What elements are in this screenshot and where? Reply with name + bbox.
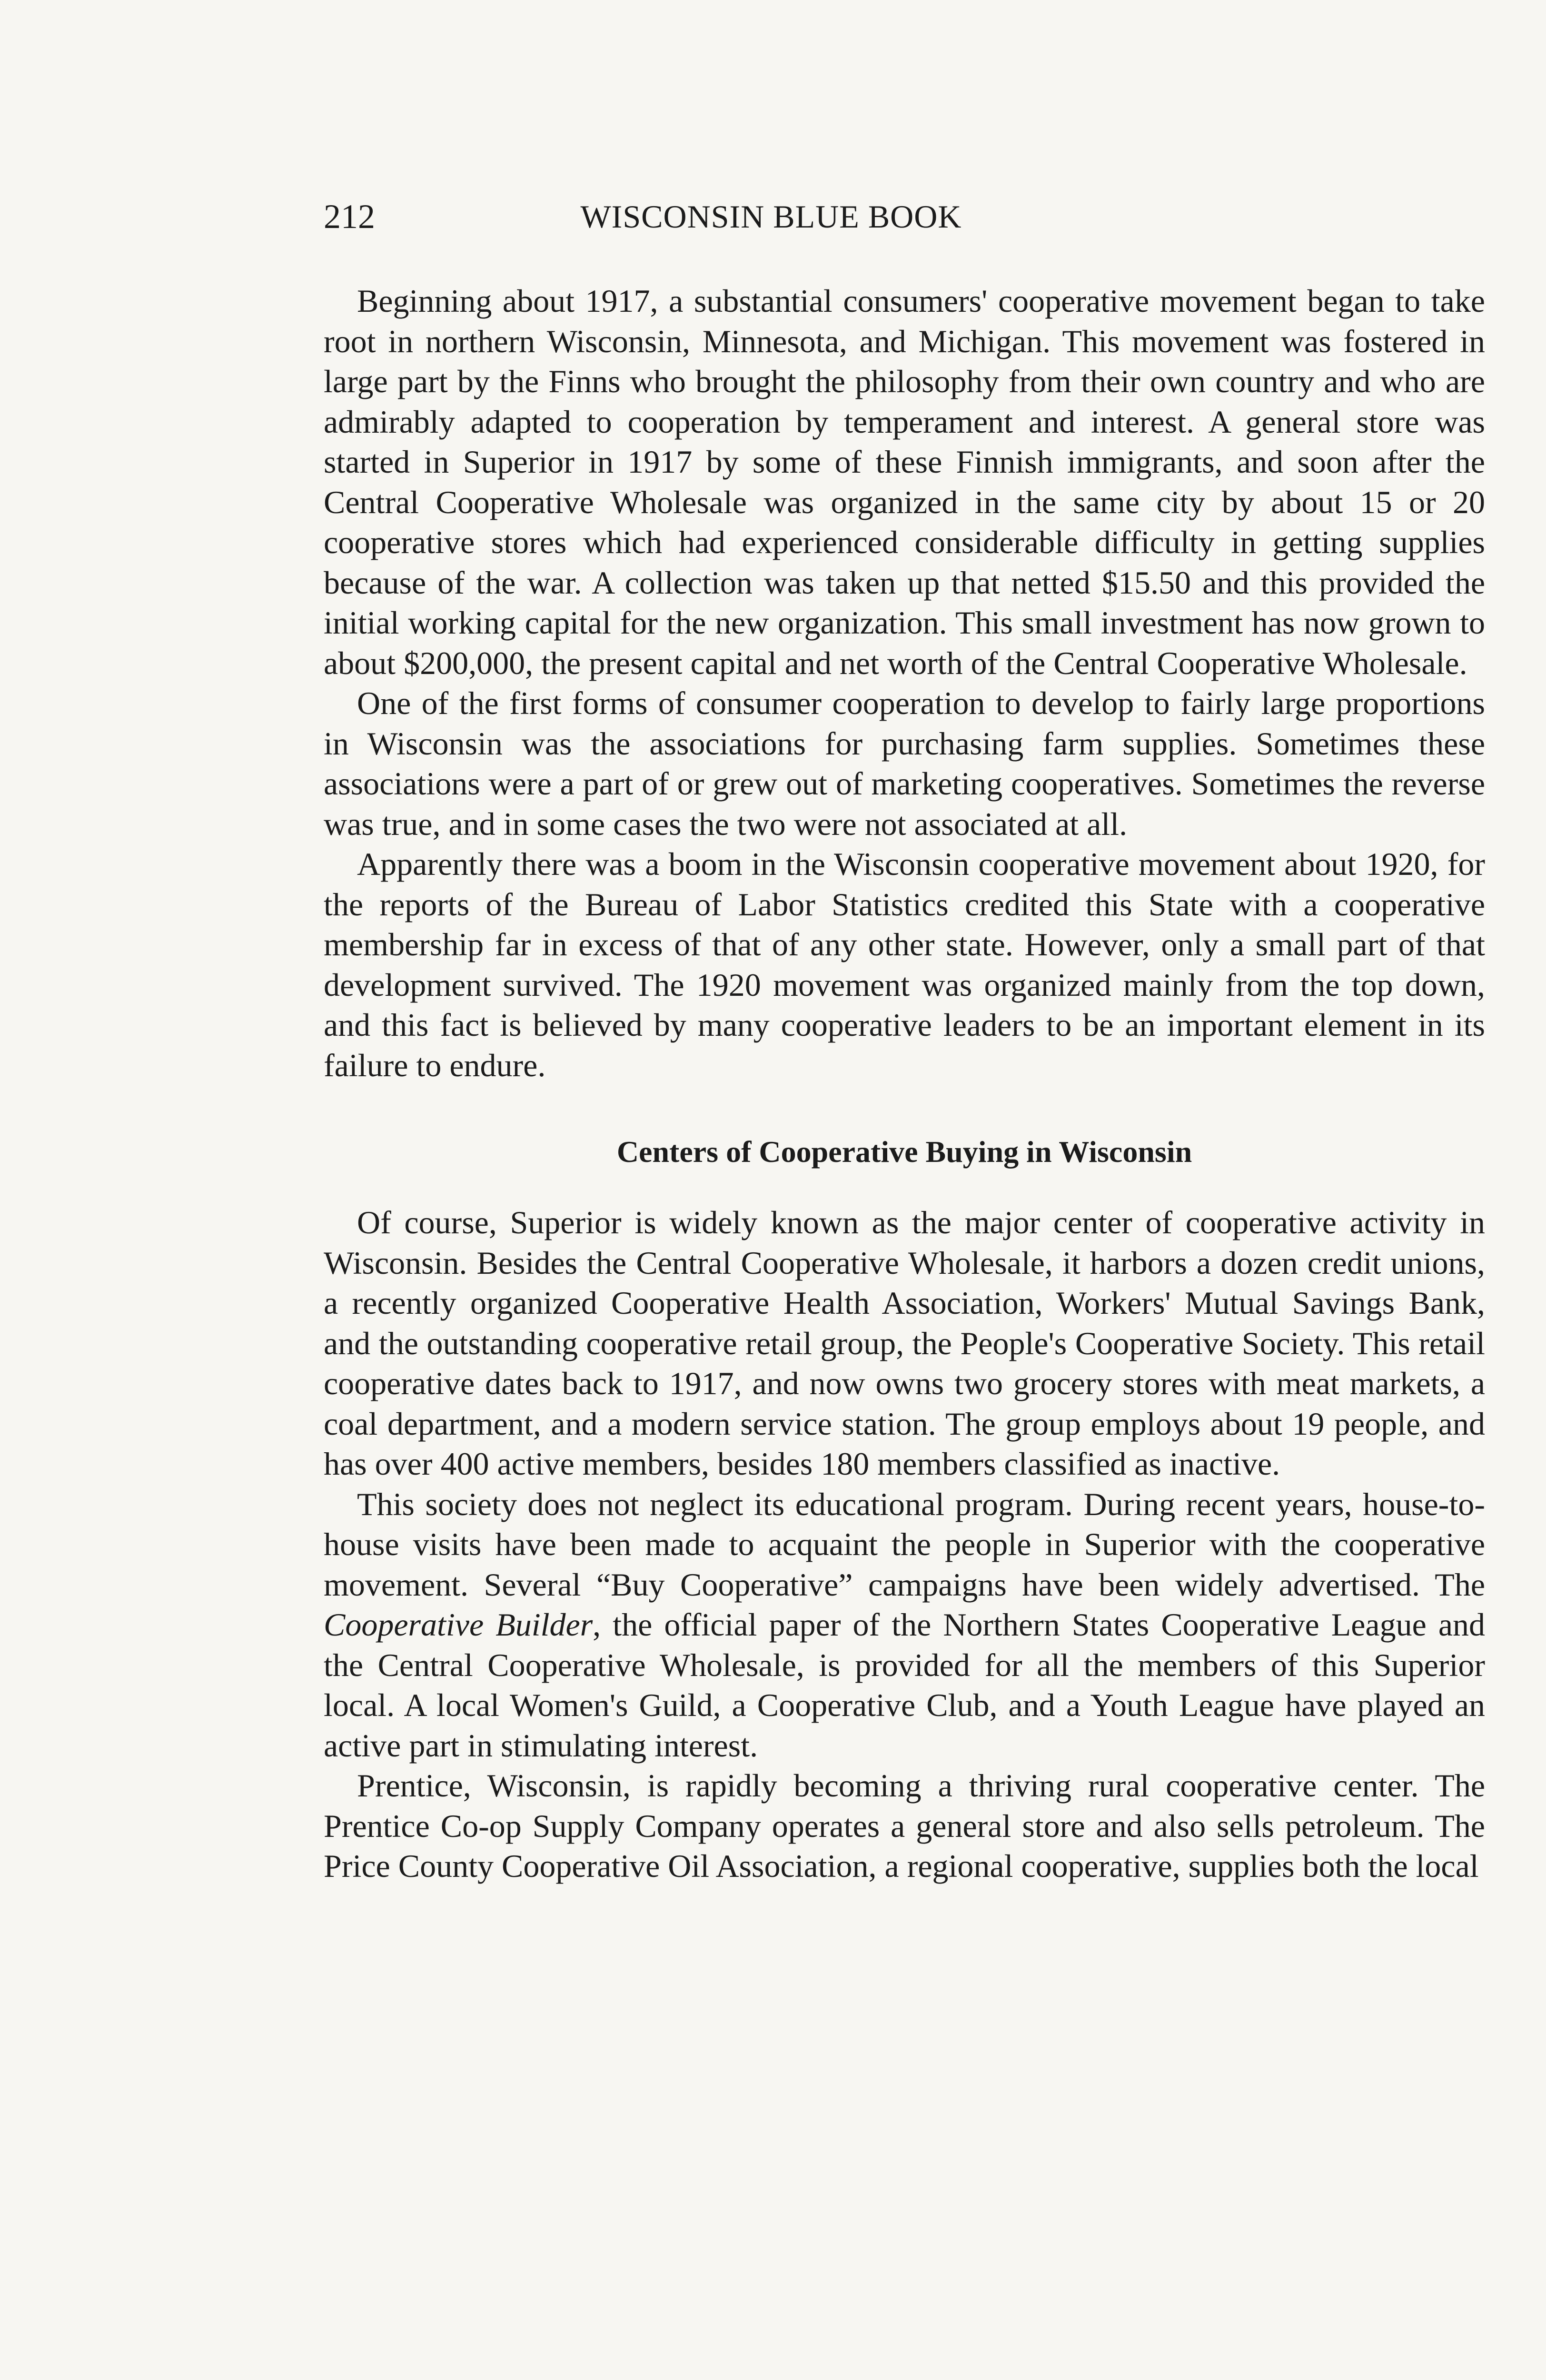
body-text	[324, 281, 1485, 1886]
paragraph-text: This society does not neglect its educational program. During recent years, house-to-house visits have been made to acquaint the people in Superior with the cooperative movement. Several “Buy Cooperative” campaigns have been widely advertised. The	[324, 1486, 1485, 1603]
paragraph: Of course, Superior is widely known as the major center of cooperative activity in Wisconsin. Besides the Central Cooperative Wholesale, it harbors a dozen credit unions, a recently organized Cooperative Health Association, Workers' Mutual Savings Bank, and the outstanding cooperative retail group, the People's Cooperative Society. This retail cooperative dates back to 1917, and now owns two grocery stores with meat markets, a coal department, and a modern service station. The group employs about 19 people, and has over 400 active members, besides 180 members classified as inactive.	[324, 1204, 1485, 1482]
paragraph: Apparently there was a boom in the Wisconsin cooperative movement about 1920, for the reports of the Bureau of Labor Statistics credited this State with a cooperative membership far in excess of that of any other state. However, only a small part of that development survived. The 1920 movement was organized mainly from the top down, and this fact is believed by many cooperative leaders to be an important element in its failure to endure.	[324, 846, 1485, 1083]
paragraph: One of the first forms of consumer cooperation to develop to fairly large proportions in Wisconsin was the associations for purchasing farm supplies. Sometimes these associations were a part of or grew out of marketing cooperatives. Sometimes the reverse was true, and in some cases the two were not associated at all.	[324, 685, 1485, 842]
paragraph: Prentice, Wisconsin, is rapidly becoming a thriving rural cooperative center. The Prentice Co-op Supply Company operates a general store and also sells petroleum. The Price County Cooperative Oil Association, a regional cooperative, supplies both the local	[324, 1767, 1485, 1884]
section-heading: Centers of Cooperative Buying in Wisconsin	[616, 1135, 1192, 1169]
paragraph	[324, 1484, 1485, 1766]
running-head: WISCONSIN BLUE BOOK	[580, 198, 962, 235]
paragraph-text: , the official paper of the Northern States Cooperative League and the Central Cooperative Wholesale, is provided for all the members of this Superior local. A local Women's Guild, a Cooperative Club, and a Youth League have played an active part in stimulating interest.	[324, 1606, 1485, 1764]
publication-title: Cooperative Builder	[324, 1606, 593, 1643]
page-number: 212	[324, 198, 375, 236]
page-header	[324, 190, 1219, 243]
paragraph: Beginning about 1917, a substantial consumers' cooperative movement began to take root in northern Wisconsin, Minnesota, and Michigan. This movement was fostered in large part by the Finns who brought the philosophy from their own country and who are admirably adapted to cooperation by temperament and interest. A general store was started in Superior in 1917 by some of these Finnish immigrants, and soon after the Central Cooperative Wholesale was organized in the same city by about 15 or 20 cooperative stores which had experienced considerable difficulty in getting supplies because of the war. A collection was taken up that netted $15.50 and this provided the initial working capital for the new organization. This small investment has now grown to about $200,000, the present capital and net worth of the Central Cooperative Wholesale.	[324, 283, 1485, 681]
